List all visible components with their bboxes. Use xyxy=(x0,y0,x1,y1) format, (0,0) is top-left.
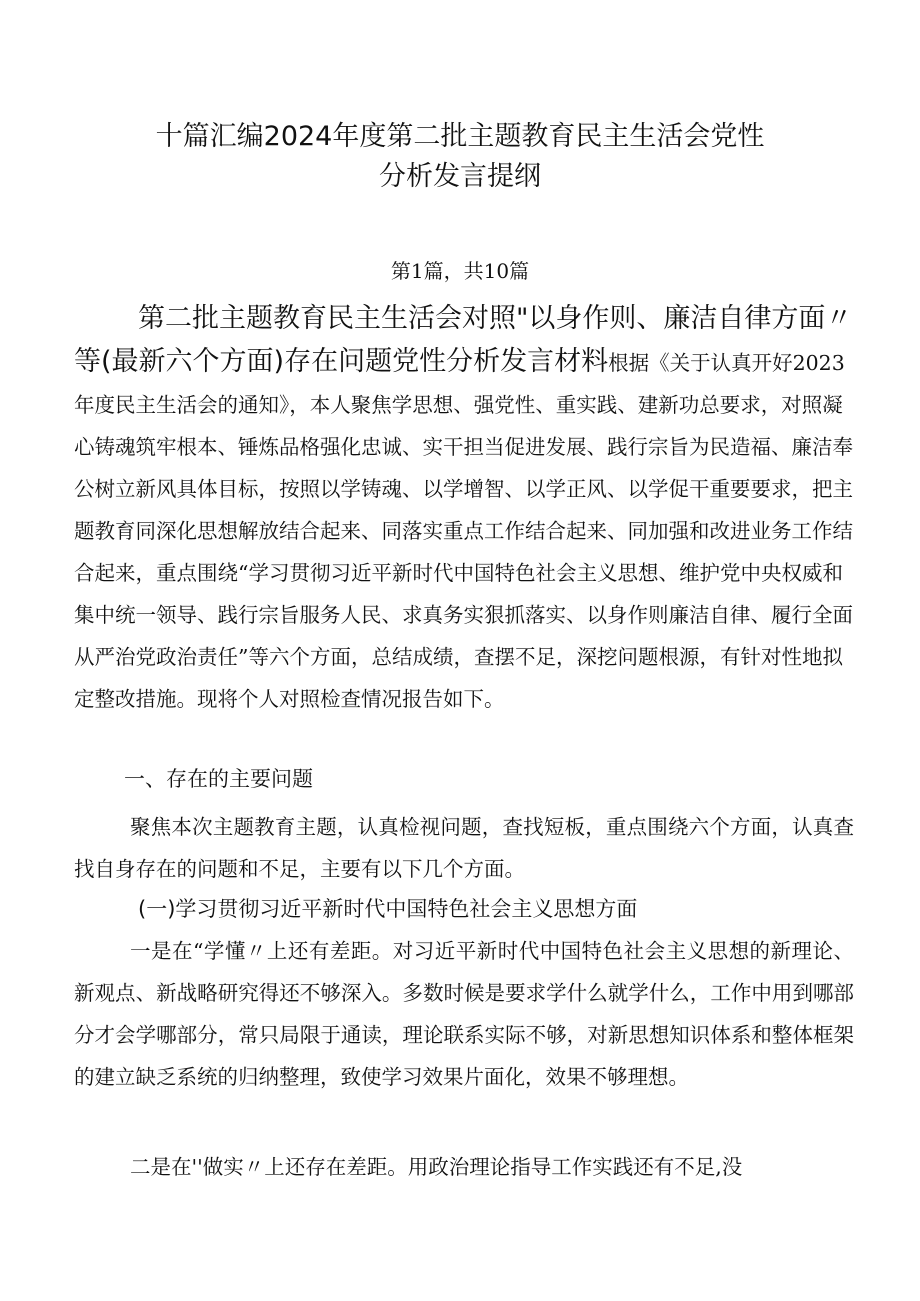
lead-heading: 第二批主题教育民主生活会对照"以身作则、廉洁自律方面〃等(最新六个方面)存在问题党性分析发言材料 xyxy=(74,303,853,377)
point-one-paragraph: 一是在“学懂〃上还有差距。对习近平新时代中国特色社会主义思想的新理论、新观点、新战略研究得还不够深入。多数时候是要求学什么就学什么，工作中用到哪部分才会学哪部分，常只局限于通读，理论联系实际不够，对新思想知识体系和整体框架的建立缺乏系统的归纳整理，致使学习效果片面化，效果不够理想。 xyxy=(74,939,854,1089)
section-heading-problems: 一、存在的主要问题 xyxy=(124,767,313,791)
article-counter: 第1篇，共10篇 xyxy=(390,259,530,283)
point-two-paragraph: 二是在''做实〃上还存在差距。用政治理论指导工作实践还有不足,没 xyxy=(130,1155,743,1179)
document-title-line-1: 十篇汇编2024年度第二批主题教育民主生活会党性 xyxy=(155,121,765,152)
subsection-heading-study: (一)学习贯彻习近平新时代中国特色社会主义思想方面 xyxy=(138,897,638,921)
section-problems-paragraph: 聚焦本次主题教育主题，认真检视问题，查找短板，重点围绕六个方面，认真查找自身存在的问题和不足，主要有以下几个方面。 xyxy=(74,815,854,881)
document-title-line-2: 分析发言提纲 xyxy=(379,161,541,192)
intro-paragraph xyxy=(74,298,854,720)
intro-text: 根据《关于认真开好2023年度民主生活会的通知》，本人聚焦学思想、强党性、重实践、建新功总要求，对照凝心铸魂筑牢根本、锤炼品格强化忠诚、实干担当促进发展、践行宗旨为民造福、廉洁奉公树立新风具体目标，按照以学铸魂、以学增智、以学正风、以学促干重要要求，把主题教育同深化思想解放结合起来、同落实重点工作结合起来、同加强和改进业务工作结合起来，重点围绕“学习贯彻习近平新时代中国特色社会主义思想、维护党中央权威和集中统一领导、践行宗旨服务人民、求真务实狠抓落实、以身作则廉洁自律、履行全面从严治党政治责任”等六个方面，总结成绩，查摆不足，深挖问题根源，有针对性地拟定整改措施。现将个人对照检查情况报告如下。 xyxy=(74,351,853,711)
